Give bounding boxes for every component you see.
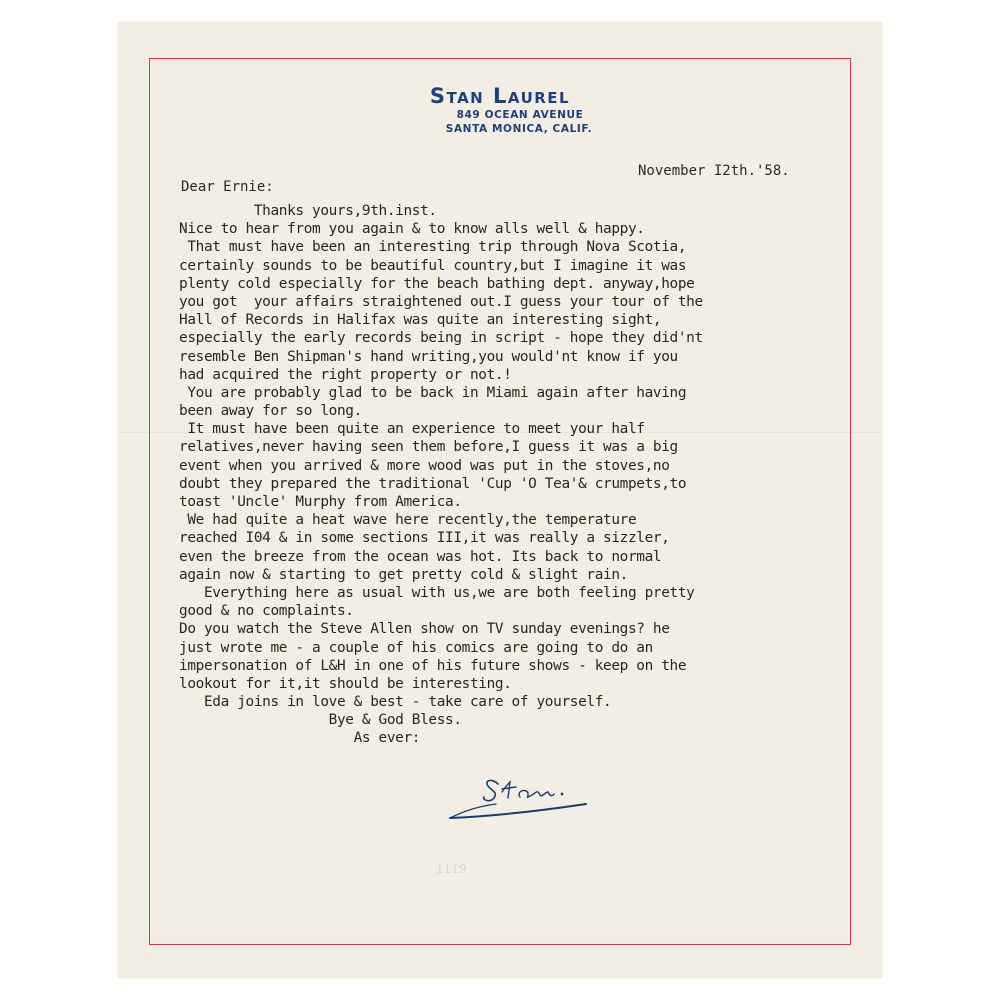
- letter-line: resemble Ben Shipman's hand writing,you would'nt know if you: [179, 348, 678, 365]
- letter-line: Eda joins in love & best - take care of yourself.: [179, 694, 612, 711]
- letter-line: Nice to hear from you again & to know alls well & happy.: [179, 221, 645, 238]
- signature-text: [119, 23, 120, 24]
- letter-date: November I2th.'58.: [638, 163, 790, 179]
- letter-line: again now & starting to get pretty cold & slight rain.: [179, 566, 628, 583]
- letter-line: Hall of Records in Halifax was quite an interesting sight,: [179, 312, 662, 329]
- letter-line: good & no complaints.: [179, 603, 354, 620]
- letter-line: you got your affairs straightened out.I guess your tour of the: [179, 293, 703, 310]
- letterhead-address-street: 849 OCEAN AVENUE: [456, 109, 584, 121]
- letter-line: been away for so long.: [179, 403, 362, 420]
- letterhead: [118, 84, 882, 136]
- letter-line: event when you arrived & more wood was put in the stoves,no: [179, 457, 670, 474]
- letter-line: just wrote me - a couple of his comics are going to do an: [179, 639, 653, 656]
- letter-line: certainly sounds to be beautiful country,but I imagine it was: [179, 257, 687, 274]
- letter-line: It must have been quite an experience to meet your half: [179, 421, 645, 438]
- letter-line: plenty cold especially for the beach bathing dept. anyway,hope: [179, 275, 695, 292]
- letterhead-address-city: SANTA MONICA, CALIF.: [445, 123, 593, 135]
- letter-line: Thanks yours,9th.inst.: [179, 203, 437, 219]
- letter-line: reached I04 & in some sections III,it was really a sizzler,: [179, 530, 670, 547]
- letter-body: [179, 202, 703, 748]
- letter-line: As ever:: [179, 730, 421, 747]
- letter-line: Everything here as usual with us,we are both feeling pretty: [179, 584, 695, 601]
- letter-line: doubt they prepared the traditional 'Cup 'O Tea'& crumpets,to: [179, 475, 687, 492]
- letter-line: impersonation of L&H in one of his future shows - keep on the: [179, 657, 687, 674]
- letter-line: toast 'Uncle' Murphy from America.: [179, 494, 462, 510]
- letter-line: had acquired the right property or not.!: [179, 366, 512, 383]
- letter-line: Bye & God Bless.: [179, 712, 462, 729]
- letter-line: Do you watch the Steve Allen show on TV sunday evenings? he: [179, 621, 670, 638]
- letter-line: We had quite a heat wave here recently,the temperature: [179, 512, 637, 529]
- salutation: Dear Ernie:: [181, 179, 274, 195]
- pencil-note: 1119: [436, 862, 467, 876]
- letter-line: especially the early records being in script - hope they did'nt: [179, 330, 703, 347]
- letter-line: relatives,never having seen them before,I guess it was a big: [179, 439, 678, 456]
- signature-stan: [436, 770, 596, 828]
- letter-line: lookout for it,it should be interesting.: [179, 675, 512, 692]
- letter-paper: [118, 22, 882, 978]
- letterhead-name: Stan Laurel: [429, 84, 571, 108]
- letter-line: That must have been an interesting trip through Nova Scotia,: [179, 239, 687, 256]
- letter-line: even the breeze from the ocean was hot. Its back to normal: [179, 548, 662, 565]
- letter-line: You are probably glad to be back in Miami again after having: [179, 384, 687, 401]
